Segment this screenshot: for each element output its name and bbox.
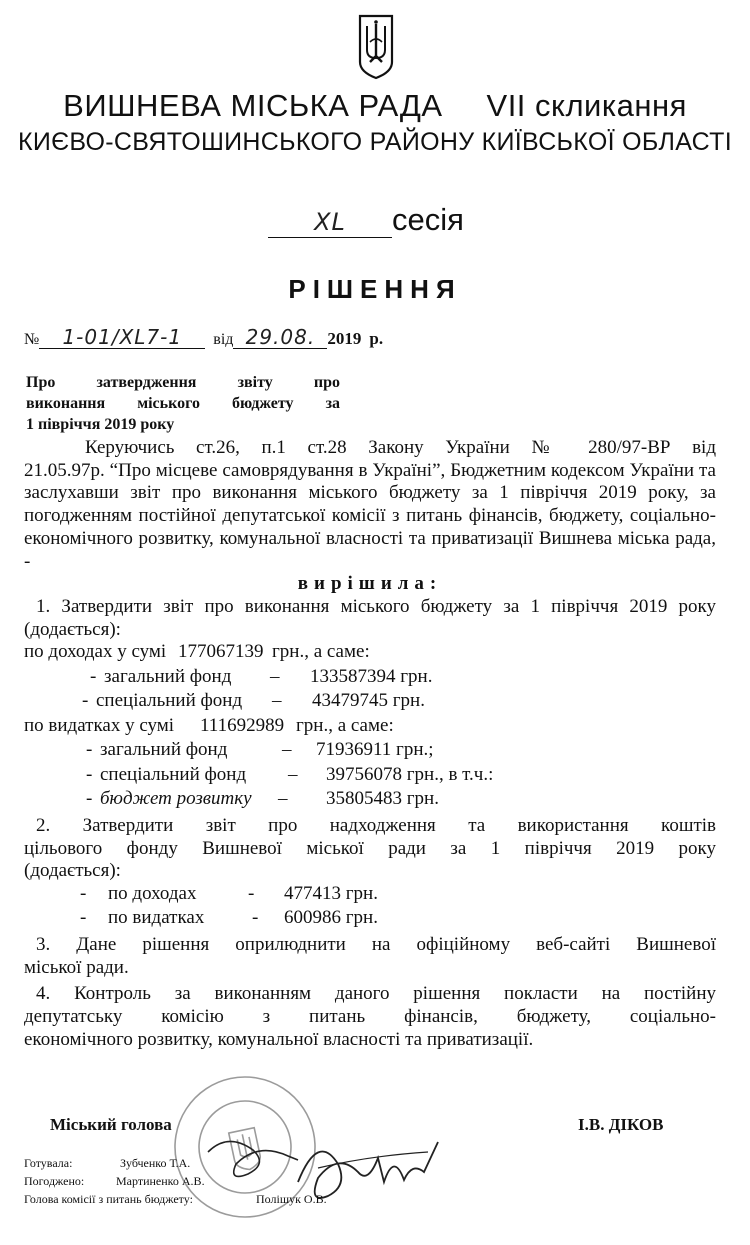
revenue-general-value: 133587394 грн. (310, 665, 433, 687)
commission-name: Полішук О.В. (256, 1192, 327, 1206)
mayor-title: Міський голова (50, 1115, 172, 1134)
expense-special-value: 39756078 грн., в т.ч.: (326, 763, 494, 785)
expense-special-label: спеціальний фонд (100, 763, 247, 785)
expense-general-label: загальний фонд (100, 739, 228, 761)
revenue-general-row: - загальний фонд – 133587394 грн. (90, 665, 433, 687)
item-2-line-3: (додається): (24, 860, 121, 882)
subject-line: 1 півріччя 2019 року (26, 416, 175, 433)
council-name: ВИШНЕВА МІСЬКА РАДА VII скликання (63, 88, 687, 123)
expense-general-value: 71936911 грн.; (316, 739, 434, 761)
fund-expense-row: - по видатках - 600986 грн. (80, 907, 378, 929)
number-prefix: № (24, 331, 40, 348)
trident-coat-of-arms-icon (356, 12, 396, 80)
item-4-line-3: економічного розвитку, комунальної власності та приватизації. (24, 1028, 534, 1050)
revenue-special-row: - спеціальний фонд – 43479745 грн. (82, 690, 425, 712)
decision-subject (26, 372, 340, 435)
year-suffix: р. (369, 329, 384, 348)
dev-budget-label: бюджет розвитку (100, 788, 252, 810)
district-name: КИЄВО-СВЯТОШИНСЬКОГО РАЙОНУ КИЇВСЬКОЇ ОБЛАСТІ (17, 128, 732, 156)
preamble-text: 21.05.97р. “Про місцеве самоврядування в Україні”, Бюджетним кодексом України та заслухавши звіт про виконання міського бюджету за 1 півріччя 2019 року, за погодженням постійної депутатської комісії з питань фінансів, бюджету, соціально-економічного розвитку, комунальної власності та приватизації Вишнева міська рада, - (24, 459, 716, 572)
item-4-line-1: 4. Контроль за виконанням даного рішення покласти на постійну (36, 983, 716, 1005)
preamble-first-line: Керуючись ст.26, п.1 ст.28 Закону України № 280/97-ВР від (85, 437, 716, 458)
decision-date: 29.08. (233, 326, 327, 349)
fund-income-row: - по доходах - 477413 грн. (80, 882, 378, 904)
decision-title: РІШЕННЯ (288, 274, 462, 304)
session-number: XL (268, 207, 392, 238)
fund-expense-value: 600986 грн. (284, 907, 378, 929)
expense-general-row: - загальний фонд – 71936911 грн.; (86, 739, 434, 761)
dev-budget-value: 35805483 грн. (326, 788, 439, 810)
item-3-line-1: 3. Дане рішення оприлюднити на офіційному веб-сайті Вишневої (36, 933, 716, 955)
item-3-line-2: міської ради. (24, 956, 129, 978)
prepared-label: Готувала: (24, 1156, 73, 1170)
resolved-label: вирішила: (297, 573, 443, 595)
decision-number-line (24, 326, 383, 349)
decision-number: 1-01/XL7-1 (39, 326, 205, 349)
dev-budget-row: - бюджет розвитку – 35805483 грн. (86, 788, 439, 810)
date-prefix: від (213, 331, 234, 348)
subject-line: Про затвердження звіту про (26, 374, 340, 391)
revenue-total-row (24, 641, 716, 666)
revenue-label: по доходах у сумі (24, 641, 167, 663)
revenue-total: 177067139 (178, 641, 264, 663)
decision-year: 2019 (327, 329, 362, 348)
revenue-special-value: 43479745 грн. (312, 690, 425, 712)
expense-suffix: грн., а саме: (296, 714, 394, 736)
agreed-label: Погоджено: (24, 1174, 85, 1188)
subject-line: виконання міського бюджету за (26, 395, 340, 412)
footer-agreed (24, 1174, 424, 1190)
mayor-name: І.В. ДІКОВ (578, 1115, 664, 1134)
revenue-special-label: спеціальний фонд (96, 690, 243, 712)
session-line (268, 202, 464, 238)
item-2-line-2: цільового фонду Вишневої міської ради за 1 півріччя 2019 року (24, 837, 716, 859)
expense-label: по видатках у сумі (24, 714, 175, 736)
item-1-intro: 1. Затвердити звіт про виконання міського бюджету за 1 півріччя 2019 року (додається): (24, 595, 716, 640)
item-2-line-1: 2. Затвердити звіт про надходження та використання коштів (36, 814, 716, 836)
revenue-suffix: грн., а саме: (272, 641, 370, 663)
fund-income-label: по доходах (108, 882, 197, 904)
footer-prepared (24, 1156, 424, 1172)
footer-commission (24, 1192, 424, 1208)
convocation: VII скликання (486, 88, 687, 123)
item-4-line-2: депутатську комісію з питань фінансів, бюджету, соціально- (24, 1006, 716, 1028)
expense-special-row: - спеціальний фонд – 39756078 грн., в т.ч.: (86, 763, 494, 785)
expense-total-row (24, 715, 716, 740)
fund-income-value: 477413 грн. (284, 882, 378, 904)
expense-total: 111692989 (200, 714, 285, 736)
decision-body (24, 437, 716, 1051)
session-label: сесія (392, 202, 464, 237)
prepared-name: Зубченко Т.А. (120, 1156, 191, 1170)
agreed-name: Мартиненко А.В. (116, 1174, 205, 1188)
revenue-general-label: загальний фонд (104, 665, 232, 687)
fund-expense-label: по видатках (108, 907, 205, 929)
commission-label: Голова комісії з питань бюджету: (24, 1192, 193, 1206)
